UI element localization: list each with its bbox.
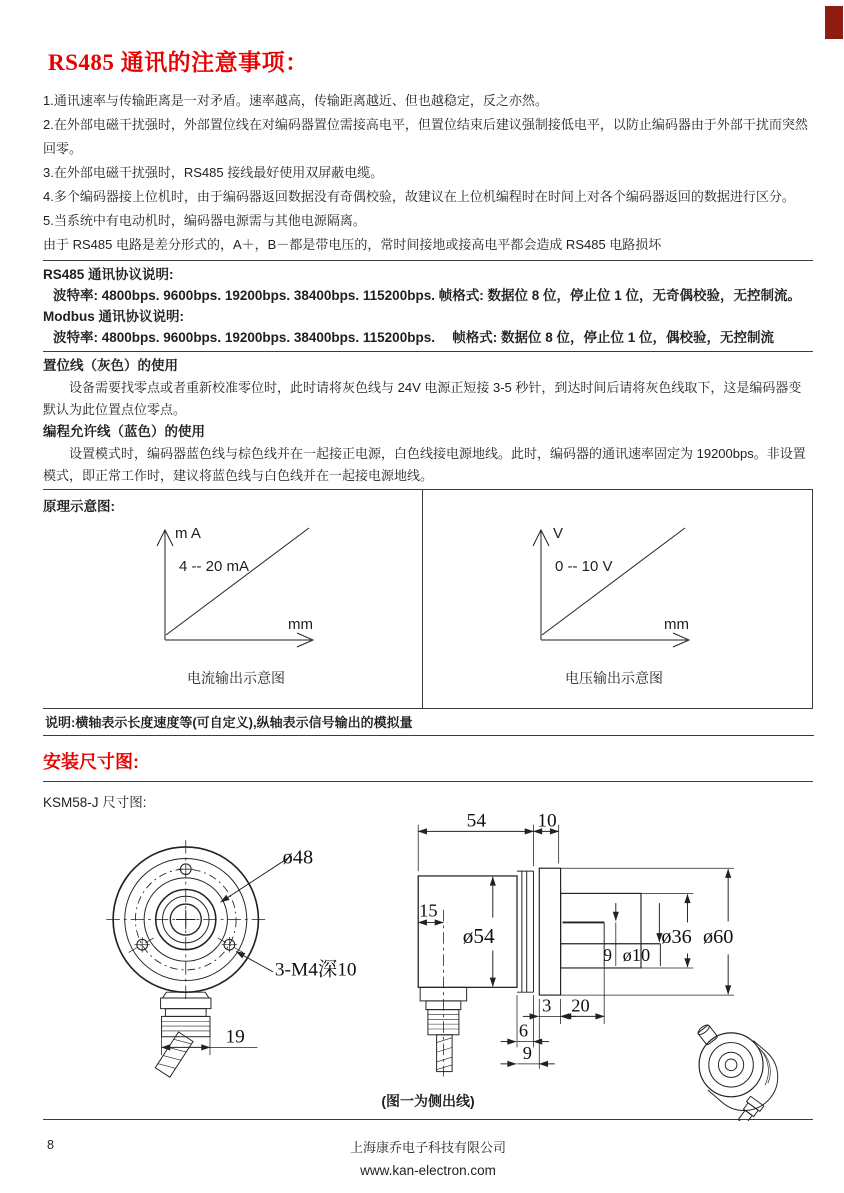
dim-shaft-diameter: ø10	[622, 945, 651, 966]
dim-shaft-step: 9	[603, 945, 612, 966]
note-line: 3.在外部电磁干扰强时，RS485 接线最好使用双屏蔽电缆。	[43, 165, 384, 180]
dim-body-length: 54	[466, 813, 487, 832]
dimension-drawing	[40, 813, 810, 1121]
rs485-baud-line: 波特率: 4800bps. 9600bps. 19200bps. 38400bps. 115200bps. 帧格式: 数据位 8 位，停止位 1 位，无奇偶校验，无控制流。	[53, 288, 801, 303]
divider	[43, 1119, 813, 1120]
page-footer	[43, 1134, 813, 1193]
note-line: 1.通讯速率与传输距离是一对矛盾。速率越高，传输距离越近、但也越稳定，反之亦然。	[43, 93, 548, 108]
dim-body-diameter: ø54	[462, 923, 495, 948]
voltage-output-chart	[423, 490, 806, 708]
page-content	[43, 0, 813, 1193]
figure-caption: (图一为侧出线)	[381, 1093, 475, 1109]
x-axis-label: mm	[664, 616, 689, 633]
dim-housing-diameter: ø36	[661, 925, 692, 948]
note-line: 4.多个编码器接上位机时，由于编码器返回数据没有奇偶校验，故建议在上位机编程时在时间上对各个编码器返回的数据进行区分。	[43, 189, 795, 204]
y-axis-label: m A	[175, 525, 201, 542]
dim-flange-diameter: ø60	[702, 925, 734, 948]
install-heading: 安装尺寸图:	[43, 752, 139, 772]
divider	[43, 351, 813, 352]
axis-note-row	[43, 709, 814, 736]
chart-caption: 电流输出示意图	[187, 670, 285, 686]
dim-plate-a: 6	[518, 1020, 529, 1041]
dim-plate-b: 9	[522, 1043, 533, 1064]
dim-shaft-length: 20	[571, 995, 590, 1016]
current-output-chart	[43, 490, 422, 708]
corner-tab	[825, 6, 843, 39]
note-line: 2.在外部电磁干扰强时，外部置位线在对编码器置位需接高电平，但置位结束后建议强制接低电平，以防止编码器由于外部干扰而突然回零。	[43, 117, 808, 156]
gray-wire-heading: 置位线（灰色）的使用	[43, 358, 178, 373]
chart-caption: 电压输出示意图	[565, 670, 663, 686]
gray-wire-body: 设备需要找零点或者重新校准零位时，此时请将灰色线与 24V 电源正短接 3-5 秒针，到达时间后请将灰色线取下，这是编码器变默认为此位置点位零点。	[43, 380, 802, 417]
principle-heading: 原理示意图:	[43, 499, 115, 514]
dim-gap: 3	[542, 995, 552, 1016]
note-line: 由于 RS485 电路是差分形式的，A＋，B－都是带电压的，常时间接地或接高电平都会造成 RS485 电路损坏	[43, 237, 662, 252]
modbus-baud-line: 波特率: 4800bps. 9600bps. 19200bps. 38400bps. 115200bps. 帧格式: 数据位 8 位，停止位 1 位，偶校验，无控制流	[53, 330, 774, 345]
note-line: 5.当系统中有电动机时，编码器电源需与其他电源隔离。	[43, 213, 366, 228]
divider	[43, 781, 813, 782]
divider	[43, 260, 813, 261]
range-annotation: 0 -- 10 V	[555, 558, 613, 575]
front-view-drawing	[106, 840, 356, 1077]
range-annotation: 4 -- 20 mA	[179, 558, 250, 575]
dim-flange-length: 10	[537, 813, 557, 832]
page-number: 8	[47, 1138, 54, 1152]
page-title: RS485 通讯的注意事项：	[48, 50, 309, 75]
x-axis-label: mm	[288, 616, 313, 633]
side-view-drawing	[418, 813, 734, 1076]
dim-gland-width: 19	[225, 1026, 245, 1048]
axis-note: 说明:横轴表示长度速度等(可自定义),纵轴表示信号输出的模拟量	[45, 715, 413, 730]
website-url: www.kan-electron.com	[360, 1163, 496, 1178]
dim-bolt-spec: 3-M4深10	[274, 959, 357, 981]
model-subheading: KSM58-J 尺寸图:	[43, 795, 147, 810]
modbus-protocol-heading: Modbus 通讯协议说明:	[43, 309, 184, 324]
blue-wire-heading: 编程允许线（蓝色）的使用	[43, 424, 205, 439]
company-name: 上海康乔电子科技有限公司	[349, 1140, 506, 1155]
blue-wire-body: 设置模式时，编码器蓝色线与棕色线并在一起接正电源，白色线接电源地线。此时，编码器的通讯速率固定为 19200bps。非设置模式，即正常工作时，建议将蓝色线与白色线并在一起接电源地线。	[43, 446, 806, 483]
dim-inner-diameter: ø48	[282, 846, 314, 869]
notes-list	[43, 89, 813, 257]
principle-diagram-box	[43, 489, 813, 709]
rs485-protocol-heading: RS485 通讯协议说明:	[43, 267, 174, 282]
y-axis-label: V	[553, 525, 564, 542]
dim-cable-offset: 15	[419, 900, 438, 921]
protocol-section	[43, 264, 813, 348]
